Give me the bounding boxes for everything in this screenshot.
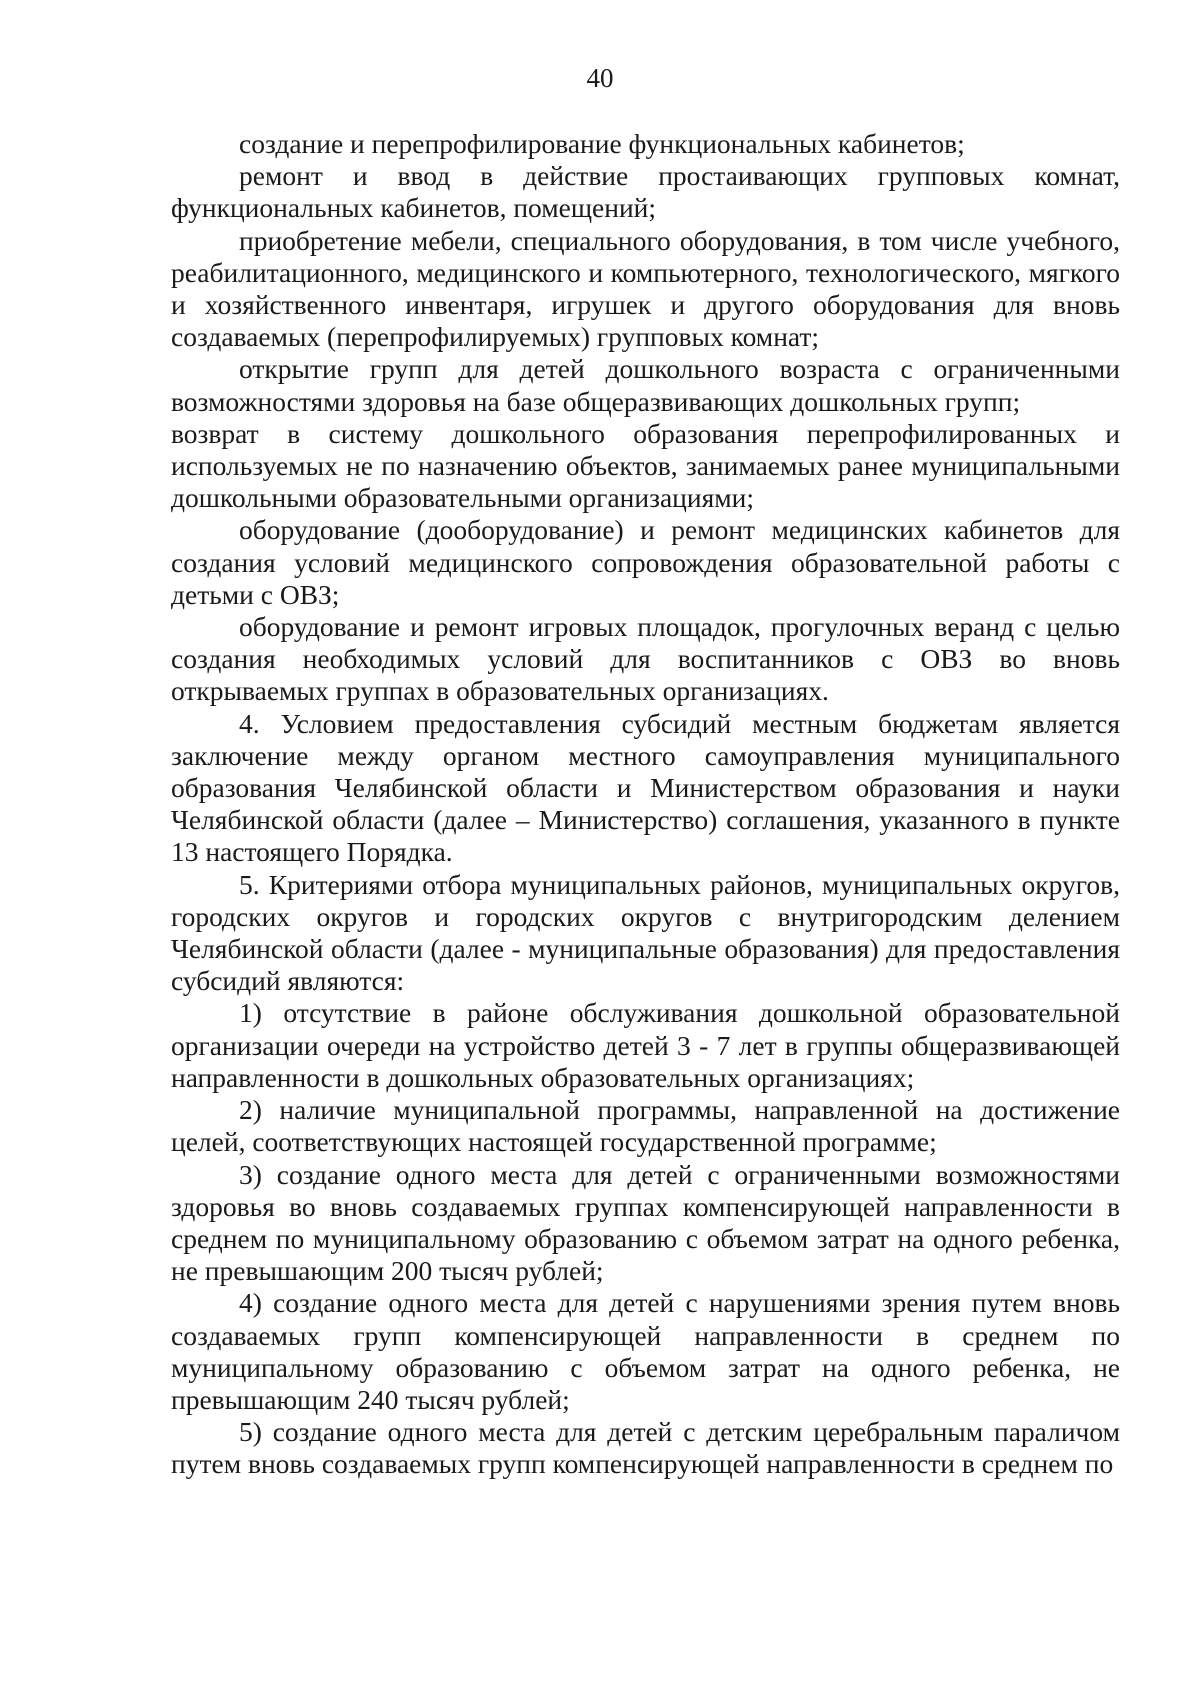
paragraph-11: 2) наличие муниципальной программы, направленной на достижение целей, соответствующих настоящей государственной программе; (171, 1094, 1120, 1158)
paragraph-9: 5. Критериями отбора муниципальных районов, муниципальных округов, городских округов и городских округов с внутригородским делением Челябинской области (далее - муниципальные образования) для предоставления субсидий являются: (171, 868, 1120, 997)
paragraph-1: создание и перепрофилирование функциональных кабинетов; (239, 128, 965, 159)
body-text (171, 128, 1120, 1481)
paragraph-8: 4. Условием предоставления субсидий местным бюджетам является заключение между органом местного самоуправления муниципального образования Челябинской области и Министерством образования и науки Челябинской области (далее – Министерство) соглашения, указанного в пункте 13 настоящего Порядка. (171, 707, 1120, 868)
paragraph-4: открытие групп для детей дошкольного возраста с ограниченными возможностями здоровья на базе общеразвивающих дошкольных групп; (171, 353, 1120, 417)
paragraph-5: возврат в систему дошкольного образования перепрофилированных и используемых не по назначению объектов, занимаемых ранее муниципальными дошкольными образовательными организациями; (171, 417, 1120, 514)
paragraph-3: приобретение мебели, специального оборудования, в том числе учебного, реабилитационного, медицинского и компьютерного, технологического, мягкого и хозяйственного инвентаря, игрушек и другого оборудования для вновь создаваемых (перепрофилируемых) групповых комнат; (171, 224, 1120, 353)
page-number: 40 (586, 63, 614, 93)
paragraph-13: 4) создание одного места для детей с нарушениями зрения путем вновь создаваемых групп компенсирующей направленности в среднем по муниципальному образованию с объемом затрат на одного ребенка, не превышающим 240 тысяч рублей; (171, 1287, 1120, 1415)
paragraph-7: оборудование и ремонт игровых площадок, прогулочных веранд с целью создания необходимых условий для воспитанников с ОВЗ во вновь открываемых группах в образовательных организациях. (171, 611, 1120, 707)
paragraph-14: 5) создание одного места для детей с детским церебральным параличом путем вновь создаваемых групп компенсирующей направленности в среднем по (171, 1416, 1120, 1480)
paragraph-12: 3) создание одного места для детей с ограниченными возможностями здоровья во вновь создаваемых группах компенсирующей направленности в среднем по муниципальному образованию с объемом затрат на одного ребенка, не превышающим 200 тысяч рублей; (171, 1158, 1120, 1287)
paragraph-10: 1) отсутствие в районе обслуживания дошкольной образовательной организации очереди на устройство детей 3 - 7 лет в группы общеразвивающей направленности в дошкольных образовательных организациях; (171, 997, 1120, 1093)
paragraph-2: ремонт и ввод в действие простаивающих групповых комнат, функциональных кабинетов, помещений; (171, 160, 1120, 224)
paragraph-6: оборудование (дооборудование) и ремонт медицинских кабинетов для создания условий медицинского сопровождения образовательной работы с детьми с ОВЗ; (171, 514, 1120, 610)
